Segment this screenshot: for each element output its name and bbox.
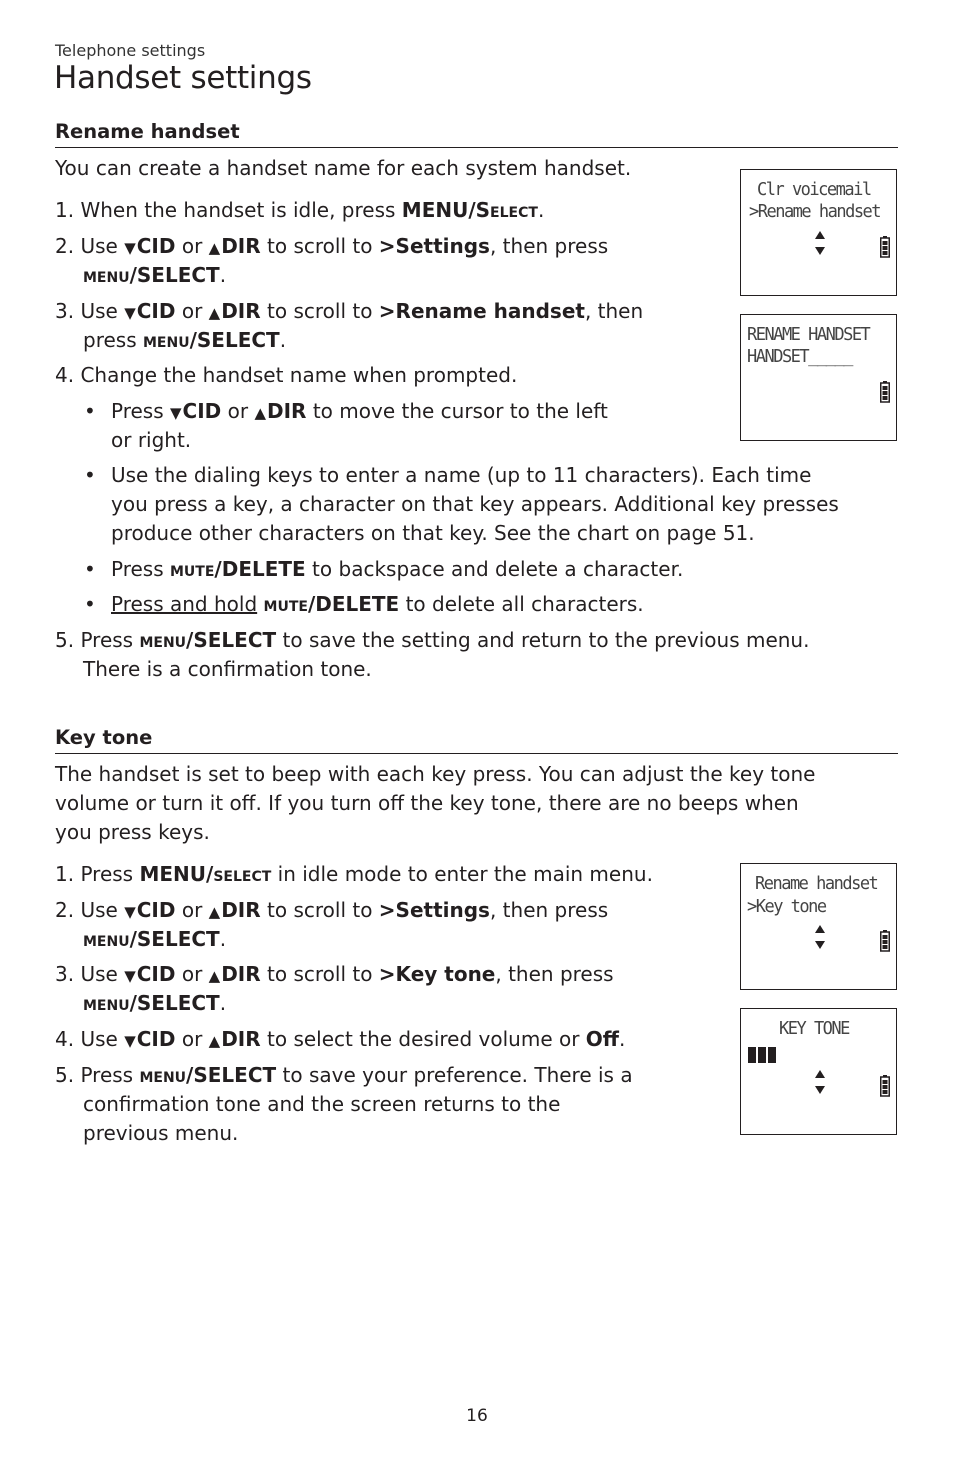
battery-icon bbox=[880, 930, 890, 952]
dir-key-label: DIR bbox=[221, 234, 261, 258]
up-arrow-icon: ▲ bbox=[208, 1032, 221, 1050]
step-text: Press bbox=[111, 557, 170, 581]
battery-icon bbox=[880, 381, 890, 403]
scroll-arrows-icon bbox=[813, 230, 827, 256]
step-number: 2. bbox=[55, 898, 75, 922]
step-number: 3. bbox=[55, 299, 75, 323]
volume-bar bbox=[758, 1047, 766, 1063]
step-text: to save your preference. There is a bbox=[276, 1063, 633, 1087]
step-text: to scroll to bbox=[260, 299, 379, 323]
select-key-label: /SELECT bbox=[129, 927, 220, 951]
keytone-intro-line-2: volume or turn it off. If you turn off the key tone, there are no beeps when bbox=[55, 791, 799, 815]
step-text: to scroll to bbox=[260, 962, 379, 986]
lcd-screen-settings-menu bbox=[740, 169, 897, 296]
step-text: . bbox=[219, 263, 227, 287]
step-number: 2. bbox=[55, 234, 75, 258]
cid-key-label: CID bbox=[136, 898, 176, 922]
dir-key-label: DIR bbox=[221, 299, 261, 323]
step-text: , then press bbox=[489, 234, 609, 258]
step-text: Change the handset name when prompted. bbox=[80, 363, 518, 387]
step-text: to scroll to bbox=[260, 234, 379, 258]
page-title: Handset settings bbox=[54, 60, 312, 96]
step-number: 3. bbox=[55, 962, 75, 986]
step-text: to select the desired volume or bbox=[260, 1027, 586, 1051]
section-heading-key-tone: Key tone bbox=[55, 726, 898, 754]
battery-icon bbox=[880, 236, 890, 258]
down-arrow-icon: ▼ bbox=[124, 967, 136, 985]
step-text: , then press bbox=[495, 962, 614, 986]
lcd-line-1: RENAME HANDSET bbox=[747, 324, 870, 346]
down-arrow-icon: ▼ bbox=[124, 239, 136, 257]
lcd-screen-rename-handset bbox=[740, 314, 897, 441]
select-key-label: Select bbox=[475, 198, 538, 222]
up-arrow-icon: ▲ bbox=[208, 304, 221, 322]
select-key-label: /SELECT bbox=[189, 328, 280, 352]
step-text: or bbox=[175, 962, 209, 986]
bullet-1-text bbox=[111, 397, 608, 428]
menu-item-settings: >Settings bbox=[378, 898, 490, 922]
kt-step-4 bbox=[55, 1025, 625, 1056]
step-text: . bbox=[537, 198, 545, 222]
volume-bar bbox=[748, 1047, 756, 1063]
step-text: or right. bbox=[111, 428, 192, 452]
menu-key-label: menu bbox=[83, 927, 130, 951]
step-text: When the handset is idle, press bbox=[80, 198, 402, 222]
step-3 bbox=[55, 297, 643, 328]
lcd-line-1: Clr voicemail bbox=[757, 179, 871, 201]
lcd-line-2: HANDSET_____ bbox=[747, 346, 852, 368]
step-text: press bbox=[83, 328, 143, 352]
menu-item-settings: >Settings bbox=[378, 234, 490, 258]
page-number: 16 bbox=[466, 1406, 488, 1426]
step-text: to backspace and delete a character. bbox=[305, 557, 684, 581]
step-1 bbox=[55, 196, 544, 225]
dir-key-label: DIR bbox=[221, 962, 261, 986]
step-text: or bbox=[175, 234, 209, 258]
kt-step-2 bbox=[55, 896, 608, 927]
bullet-icon: • bbox=[84, 399, 96, 423]
select-key-label: /SELECT bbox=[129, 991, 220, 1015]
battery-icon bbox=[880, 1075, 890, 1097]
step-text: Press bbox=[80, 1063, 140, 1087]
kt-step-1 bbox=[55, 860, 653, 889]
step-5-cont bbox=[83, 655, 372, 684]
step-text: or bbox=[175, 1027, 209, 1051]
step-text: or bbox=[175, 299, 209, 323]
bullet-2-line-3: produce other characters on that key. See the chart on page 51. bbox=[111, 521, 755, 545]
kt-step-5-cont-2: previous menu. bbox=[83, 1121, 239, 1145]
step-number: 4. bbox=[55, 363, 75, 387]
volume-level-bars bbox=[748, 1047, 778, 1067]
cid-key-label: CID bbox=[136, 1027, 176, 1051]
bullet-1 bbox=[84, 397, 96, 426]
menu-key-label: MENU/ bbox=[401, 198, 476, 222]
bullet-2 bbox=[84, 461, 96, 490]
menu-key-label: MENU/ bbox=[139, 862, 214, 886]
step-text: to scroll to bbox=[260, 898, 379, 922]
bullet-4-text bbox=[111, 590, 644, 619]
step-text: Use bbox=[80, 234, 125, 258]
option-off: Off bbox=[585, 1027, 619, 1051]
step-number: 5. bbox=[55, 628, 75, 652]
press-and-hold-text: Press and hold bbox=[111, 592, 258, 616]
mute-key-label: mute bbox=[263, 592, 308, 616]
cid-key-label: CID bbox=[136, 234, 176, 258]
cid-key-label: CID bbox=[136, 962, 176, 986]
dir-key-label: DIR bbox=[221, 1027, 261, 1051]
keytone-intro-line-3: you press keys. bbox=[55, 820, 210, 844]
lcd-line-2: >Key tone bbox=[747, 896, 826, 918]
step-5 bbox=[55, 626, 809, 655]
step-text: . bbox=[279, 328, 287, 352]
bullet-2-line-2: you press a key, a character on that key appears. Additional key presses bbox=[111, 492, 839, 516]
step-text: Use bbox=[80, 898, 125, 922]
kt-step-3 bbox=[55, 960, 614, 991]
step-3-cont bbox=[83, 326, 286, 355]
cid-key-label: CID bbox=[182, 399, 222, 423]
lcd-line-1: KEY TONE bbox=[779, 1018, 849, 1040]
menu-key-label: menu bbox=[83, 991, 130, 1015]
step-text: to move the cursor to the left bbox=[306, 399, 608, 423]
down-arrow-icon: ▼ bbox=[170, 404, 182, 422]
menu-key-label: menu bbox=[83, 263, 130, 287]
step-text: to delete all characters. bbox=[399, 592, 644, 616]
lcd-screen-key-tone-volume bbox=[740, 1008, 897, 1135]
down-arrow-icon: ▼ bbox=[124, 304, 136, 322]
step-text: Use bbox=[80, 299, 125, 323]
step-text: Use bbox=[80, 1027, 125, 1051]
kt-step-5 bbox=[55, 1061, 633, 1090]
step-text: , then bbox=[584, 299, 644, 323]
step-text: There is a confirmation tone. bbox=[83, 657, 372, 681]
dir-key-label: DIR bbox=[221, 898, 261, 922]
up-arrow-icon: ▲ bbox=[208, 903, 221, 921]
menu-key-label: menu bbox=[142, 328, 190, 352]
step-4 bbox=[55, 361, 517, 390]
bullet-2-line-1: Use the dialing keys to enter a name (up to 11 characters). Each time bbox=[111, 463, 812, 487]
step-text: Press bbox=[111, 399, 170, 423]
section-heading-rename-handset: Rename handset bbox=[55, 120, 898, 148]
kt-step-5-cont-1: confirmation tone and the screen returns to the bbox=[83, 1092, 561, 1116]
bullet-3 bbox=[84, 555, 96, 584]
bullet-4 bbox=[84, 590, 96, 619]
step-text: , then press bbox=[489, 898, 609, 922]
step-text: Press bbox=[80, 862, 140, 886]
select-key-label: /SELECT bbox=[186, 628, 277, 652]
bullet-3-text bbox=[111, 555, 683, 584]
lcd-line-2: >Rename handset bbox=[749, 201, 881, 223]
bullet-icon: • bbox=[84, 592, 96, 616]
step-text: . bbox=[219, 991, 227, 1015]
keytone-intro-line-1: The handset is set to beep with each key press. You can adjust the key tone bbox=[55, 762, 816, 786]
select-key-label: /SELECT bbox=[186, 1063, 277, 1087]
step-number: 5. bbox=[55, 1063, 75, 1087]
menu-item-rename-handset: >Rename handset bbox=[378, 299, 585, 323]
cid-key-label: CID bbox=[136, 299, 176, 323]
volume-bar bbox=[768, 1047, 776, 1063]
select-key-label: select bbox=[213, 862, 272, 886]
rename-intro: You can create a handset name for each system handset. bbox=[55, 156, 632, 180]
up-arrow-icon: ▲ bbox=[208, 239, 221, 257]
kt-step-3-cont bbox=[83, 989, 226, 1018]
menu-key-label: menu bbox=[139, 1063, 187, 1087]
step-number: 1. bbox=[55, 862, 75, 886]
lcd-screen-settings-key-tone bbox=[740, 863, 897, 990]
step-text: . bbox=[219, 927, 227, 951]
scroll-arrows-icon bbox=[813, 924, 827, 950]
step-2-cont bbox=[83, 261, 226, 290]
bullet-icon: • bbox=[84, 463, 96, 487]
mute-key-label: mute bbox=[170, 557, 215, 581]
down-arrow-icon: ▼ bbox=[124, 1032, 136, 1050]
lcd-line-1: Rename handset bbox=[755, 873, 878, 895]
bullet-icon: • bbox=[84, 557, 96, 581]
step-text: Use bbox=[80, 962, 125, 986]
step-text: . bbox=[619, 1027, 626, 1051]
step-number: 1. bbox=[55, 198, 75, 222]
delete-key-label: /DELETE bbox=[307, 592, 400, 616]
menu-item-key-tone: >Key tone bbox=[378, 962, 496, 986]
step-text: Press bbox=[80, 628, 140, 652]
down-arrow-icon: ▼ bbox=[124, 903, 136, 921]
step-number: 4. bbox=[55, 1027, 75, 1051]
step-text: in idle mode to enter the main menu. bbox=[271, 862, 653, 886]
breadcrumb: Telephone settings bbox=[55, 41, 206, 60]
step-text: or bbox=[221, 399, 255, 423]
scroll-arrows-icon bbox=[813, 1069, 827, 1095]
menu-key-label: menu bbox=[139, 628, 187, 652]
up-arrow-icon: ▲ bbox=[254, 404, 267, 422]
step-text: to save the setting and return to the previous menu. bbox=[276, 628, 810, 652]
bullet-1-cont bbox=[111, 426, 191, 455]
step-2 bbox=[55, 232, 608, 263]
dir-key-label: DIR bbox=[267, 399, 307, 423]
up-arrow-icon: ▲ bbox=[208, 967, 221, 985]
kt-step-2-cont bbox=[83, 925, 226, 954]
select-key-label: /SELECT bbox=[129, 263, 220, 287]
delete-key-label: /DELETE bbox=[214, 557, 306, 581]
step-text: or bbox=[175, 898, 209, 922]
